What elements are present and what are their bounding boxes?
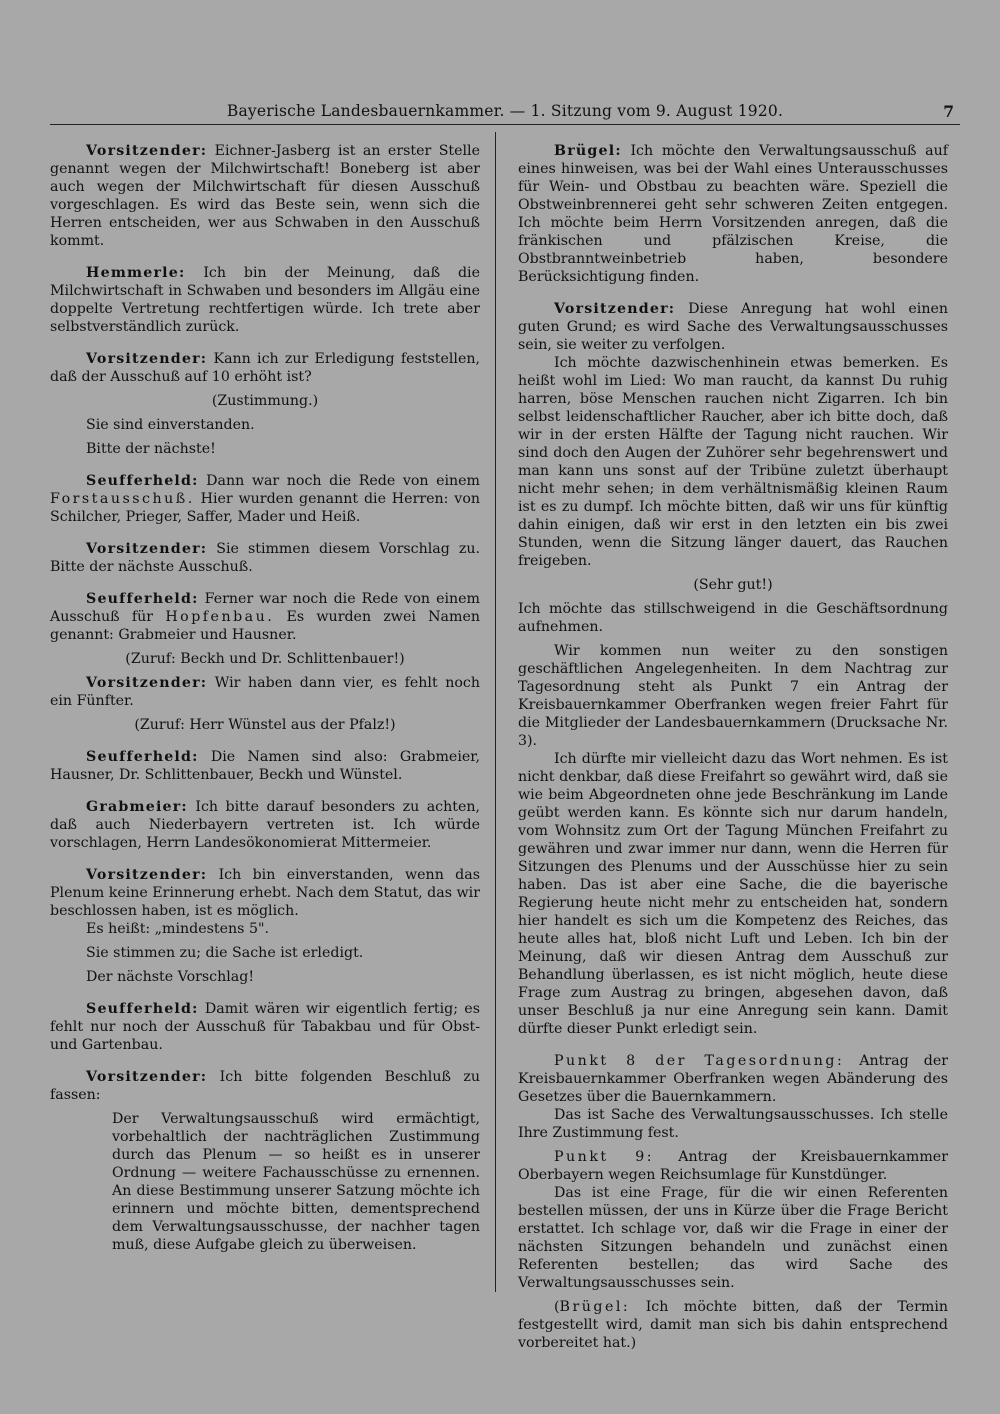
agenda-item-label: Punkt 9: — [554, 1149, 655, 1165]
speech-text: Es wurden zwei Namen genannt: Grabmeier und Hausner. — [50, 609, 480, 643]
speech-text: Ferner war noch die Rede von einem Ausschuß für — [50, 591, 480, 625]
speaker-name: Seufferheld: — [86, 591, 199, 607]
speaker-name: Hemmerle: — [86, 265, 186, 281]
paragraph — [50, 590, 480, 644]
paragraph — [50, 1068, 480, 1104]
paragraph — [50, 540, 480, 576]
paragraph — [518, 1052, 948, 1106]
paragraph — [50, 472, 480, 526]
paragraph: Ich möchte dazwischenhinein etwas bemerken. Es heißt wohl im Lied: Wo man raucht, da kannst Du ruhig harren, böse Menschen rauchen nicht Zigarren. Ich bin selbst leidenschaftlicher Raucher, aber ich bitte doch, daß wir in der ersten Hälfte der Tagung nicht rauchen. Wir sind doch den Augen der Zuhörer sehr begehrenswert und man kann uns sonst auf der Tribüne zuletzt überhaupt nicht mehr sehen; in dem verhältnismäßig kleinen Raum ist es zu dumpf. Ich möchte bitten, daß wir uns für künftig dahin einigen, daß wir erst in den letzten ein bis zwei Stunden, wenn die Sitzung länger dauert, das Rauchen freigeben. — [518, 355, 948, 569]
speech-line: Es heißt: „mindestens 5". — [86, 921, 270, 937]
speech-text: Damit wären wir eigentlich fertig; es fehlt nur noch der Ausschuß für Tabakbau und für Obst- und Gartenbau. — [50, 1001, 480, 1053]
speech-text: Antrag der Kreisbauernkammer Oberbayern wegen Reichsumlage für Kunstdünger. — [518, 1149, 948, 1183]
paragraph — [518, 300, 948, 354]
speaker-name: Vorsitzender: — [86, 675, 208, 691]
speech-line: Bitte der nächste! — [86, 441, 216, 457]
spaced-term: Forstausschuß. — [50, 491, 195, 507]
paragraph: Ich möchte das stillschweigend in die Geschäftsordnung aufnehmen. — [518, 601, 948, 635]
paragraph — [50, 1000, 480, 1054]
speaker-name: Vorsitzender: — [86, 351, 208, 367]
speaker-name: Seufferheld: — [86, 473, 199, 489]
speech-text: Ich bitte folgenden Beschluß zu fassen: — [50, 1069, 480, 1103]
speaker-name: Vorsitzender: — [86, 143, 208, 159]
paragraph — [50, 866, 480, 920]
speech-text: Wir haben dann vier, es fehlt noch ein Fünfter. — [50, 675, 480, 709]
speech-text: Hier wurden genannt die Herren: von Schilcher, Prieger, Saffer, Mader und Heiß. — [50, 491, 480, 525]
page-header — [50, 100, 960, 125]
speech-text: Dann war noch die Rede von einem — [198, 473, 480, 489]
paragraph — [50, 674, 480, 710]
paragraph — [50, 748, 480, 784]
paren-open: ( — [554, 1299, 560, 1315]
speaker-name: Brügel: — [559, 1299, 631, 1315]
header-title: Bayerische Landesbauernkammer. — 1. Sitzung vom 9. August 1920. — [226, 102, 784, 120]
spaced-term: Hopfenbau. — [165, 609, 275, 625]
speech-text: Ich möchte bitten, daß der Termin festgestellt wird, damit man sich bis dahin entsprechend vorbereitet hat.) — [518, 1299, 948, 1351]
speech-text: Ich bin einverstanden, wenn das Plenum keine Erinnerung erhebt. Nach dem Statut, das wir beschlossen haben, ist es möglich. — [50, 867, 480, 919]
speaker-name: Seufferheld: — [86, 749, 199, 765]
speech-text: Ich bin der Meinung, daß die Milchwirtschaft in Schwaben und besonders im Allgäu eine doppelte Vertretung rechtfertigen würde. Ich trete aber selbstverständlich zurück. — [50, 265, 480, 335]
speech-text: Diese Anregung hat wohl einen guten Grund; es wird Sache des Verwaltungsausschusses sein, sie weiter zu verfolgen. — [518, 301, 948, 353]
interjection: (Sehr gut!) — [693, 577, 773, 593]
interjection: (Zuruf: Herr Wünstel aus der Pfalz!) — [134, 717, 396, 733]
interjection: (Zuruf: Beckh und Dr. Schlittenbauer!) — [125, 651, 405, 667]
speech-text: Antrag der Kreisbauernkammer Oberfranken wegen Abänderung des Gesetzes über die Bauernkammern. — [518, 1053, 948, 1105]
speaker-name: Seufferheld: — [86, 1001, 199, 1017]
speech-text: Ich bitte darauf besonders zu achten, daß auch Niederbayern vertreten ist. Ich würde vorschlagen, Herrn Landesökonomierat Mittermeier. — [50, 799, 480, 851]
paragraph: Ich dürfte mir vielleicht dazu das Wort nehmen. Es ist nicht denkbar, daß diese Freifahrt so gewährt wird, daß sie wie beim Abgeordneten ohne jede Beschränkung im Lande geübt werden kann. Es könnte sich nur darum handeln, vom Wohnsitz zum Ort der Tagung München Freifahrt zu gewähren und zwar immer nur dann, wenn die Herren für Sitzungen des Plenums und der Ausschüsse hier zu sein haben. Das ist aber eine Sache, die die bayerische Regierung heute nicht mehr zu entscheiden hat, sondern hier handelt es sich um die Kompetenz des Reiches, das heute alles hat, bloß nicht Luft und Leben. Ich bin der Meinung, daß wir diesen Antrag dem Ausschuß zur Behandlung überlassen, es ist nicht möglich, heute diese Frage zum Austrag zu bringen, abgesehen davon, daß unser Beschluß ja nur eine Anregung sein kann. Damit dürfte dieser Punkt erledigt sein. — [518, 751, 948, 1037]
agenda-item-label: Punkt 8 der Tagesordnung: — [554, 1053, 845, 1069]
paragraph — [50, 798, 480, 852]
paragraph: Wir kommen nun weiter zu den sonstigen geschäftlichen Angelegenheiten. In dem Nachtrag zur Tagesordnung steht als Punkt 7 ein Antrag der Kreisbauernkammer Oberfranken wegen freier Fahrt für die Mitglieder der Landesbauernkammern (Drucksache Nr. 3). — [518, 643, 948, 749]
speaker-name: Brügel: — [554, 143, 622, 159]
speech-text: Sie stimmen diesem Vorschlag zu. Bitte der nächste Ausschuß. — [50, 541, 480, 575]
column-divider — [495, 132, 496, 1292]
right-column — [518, 142, 948, 1352]
paragraph — [50, 264, 480, 336]
paragraph — [518, 1148, 948, 1184]
speech-text: Eichner-Jasberg ist an erster Stelle genannt wegen der Milchwirtschaft! Boneberg ist aber auch wegen der Milchwirtschaft für diesen Ausschuß vorgeschlagen. Es wird das Beste sein, wenn sich die Herren entscheiden, wer aus Schwaben in den Ausschuß kommt. — [50, 143, 480, 249]
page-number: 7 — [943, 102, 954, 121]
paragraph — [50, 350, 480, 386]
paragraph — [518, 142, 948, 286]
speech-text: Kann ich zur Erledigung feststellen, daß der Ausschuß auf 10 erhöht ist? — [50, 351, 480, 385]
interjection: (Zustimmung.) — [211, 393, 319, 409]
speaker-name: Vorsitzender: — [86, 867, 208, 883]
speech-line: Sie stimmen zu; die Sache ist erledigt. — [86, 945, 364, 961]
speaker-name: Vorsitzender: — [86, 1069, 208, 1085]
speaker-name: Grabmeier: — [86, 799, 188, 815]
speaker-name: Vorsitzender: — [554, 301, 676, 317]
left-column — [50, 142, 480, 1254]
speech-line: Der nächste Vorschlag! — [86, 969, 255, 985]
speech-line: Sie sind einverstanden. — [86, 417, 255, 433]
paragraph — [518, 1298, 948, 1352]
speech-text: Ich möchte den Verwaltungsausschuß auf eines hinweisen, was bei der Wahl eines Unterausschusses für Wein- und Obstbau zu beachten wäre. Speziell die Obstweinbrennerei geht sehr schweren Zeiten entgegen. Ich möchte beim Herrn Vorsitzenden anregen, daß die fränkischen und pfälzischen Kreise, die Obstbranntweinbetrieb haben, besondere Berücksichtigung finden. — [518, 143, 948, 285]
paragraph: Das ist Sache des Verwaltungsausschusses. Ich stelle Ihre Zustimmung fest. — [518, 1107, 948, 1141]
paragraph — [50, 142, 480, 250]
paragraph: Das ist eine Frage, für die wir einen Referenten bestellen müssen, der uns in Kürze über die Frage Bericht erstattet. Ich schlage vor, daß wir die Frage in einer der nächsten Sitzungen behandeln und zunächst einen Referenten bestellen; das wird Sache des Verwaltungsausschusses sein. — [518, 1185, 948, 1291]
speaker-name: Vorsitzender: — [86, 541, 208, 557]
speech-text: Die Namen sind also: Grabmeier, Hausner, Dr. Schlittenbauer, Beckh und Wünstel. — [50, 749, 480, 783]
resolution-quote: Der Verwaltungsausschuß wird ermächtigt, vorbehaltlich der nachträglichen Zustimmung durch das Plenum — so heißt es in unserer Ordnung — weitere Fachausschüsse zu ernennen. An diese Bestimmung unserer Satzung möchte ich erinnern und möchte bitten, dementsprechend dem Verwaltungsausschusse, der nachher tagen muß, diese Aufgabe gleich zu überweisen. — [112, 1111, 480, 1253]
